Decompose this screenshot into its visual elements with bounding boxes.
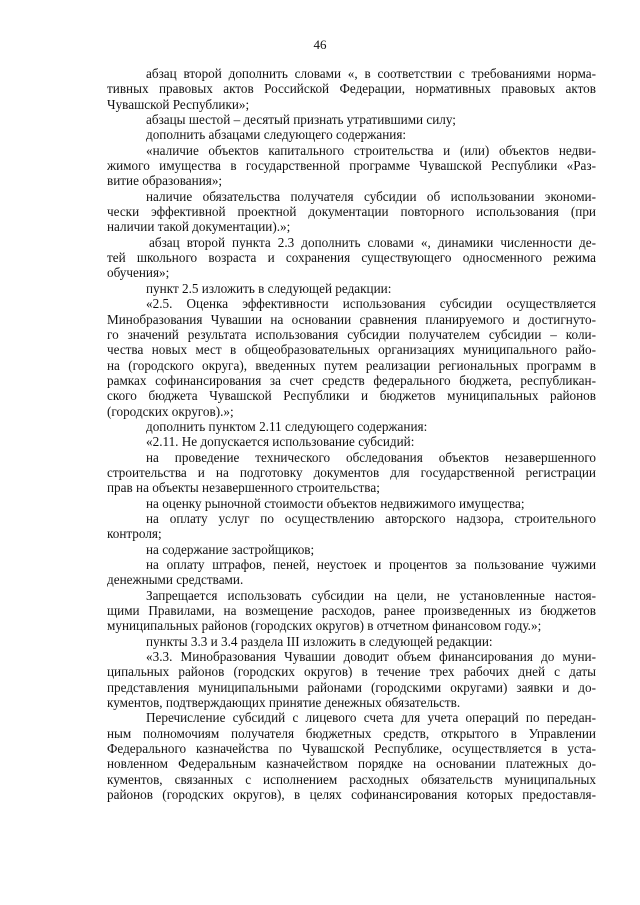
text-line: «2.11. Не допускается использование субсидий: [146, 434, 415, 450]
text-line: на (городского округа), введенных путем реализации региональных программ в [107, 357, 596, 373]
text-line: пункт 2.5 изложить в следующей редакции: [146, 280, 392, 296]
text-line: контроля; [107, 526, 162, 542]
text-line: дополнить пунктом 2.11 следующего содержания: [146, 418, 428, 434]
text-line: наличие обязательства получателя субсидии об использовании экономи- [146, 188, 596, 204]
text-line: го значений результата использования субсидии получателем субсидии – коли- [107, 326, 596, 342]
text-line: «2.5. Оценка эффективности использования субсидии осуществляется [146, 296, 596, 312]
text-line: обучения»; [107, 265, 170, 281]
text-line: чески эффективной проектной документации повторного использования (при [107, 204, 596, 220]
text-line: на проведение технического обследования объектов незавершенного [146, 449, 596, 465]
text-line: ципальных районов (городских округов) в течение трех рабочих дней с даты [107, 664, 596, 680]
text-line: жимого имущества в государственной программе Чувашской Республики «Раз- [107, 158, 596, 174]
text-line: кументов, связанных с исполнением расходных обязательств муниципальных [107, 771, 596, 787]
text-line: на оплату штрафов, пеней, неустоек и процентов за пользование чужими [146, 557, 596, 572]
document-body [107, 66, 596, 803]
text-line: абзац второй дополнить словами «, в соответствии с требованиями норма- [146, 66, 596, 81]
text-line: на оплату услуг по осуществлению авторского надзора, строительного [146, 510, 596, 526]
text-line: денежными средствами. [107, 572, 244, 588]
text-line: (городских округов).»; [107, 403, 234, 419]
text-line: наличии такой документации).»; [107, 219, 291, 235]
text-line: муниципальных районов (городских округов) в отчетном финансовом году.»; [107, 618, 542, 634]
text-line: Запрещается использовать субсидии на цели, не установленные настоя- [146, 587, 596, 603]
text-line: ского бюджета Чувашской Республики и бюджетов муниципальных районов [107, 388, 596, 404]
text-line: абзацы шестой – десятый признать утратившими силу; [146, 112, 456, 128]
text-line: дополнить абзацами следующего содержания: [146, 127, 407, 143]
text-line: Минобразования Чувашии на основании сравнения планируемого и достигнуто- [107, 311, 596, 327]
text-line: щими Правилами, на возмещение расходов, ранее произведенных из бюджетов [107, 603, 596, 619]
text-line: тей школьного возраста и сохранения существующего односменного режима [107, 250, 596, 266]
text-line: прав на объекты незавершенного строительства; [107, 480, 380, 496]
text-line: Чувашской Республики»; [107, 96, 250, 112]
text-line: новленном Федеральным казначейством порядке на основании платежных до- [107, 756, 596, 772]
text-line: чества новых мест в общеобразовательных организациях муниципального райо- [107, 342, 596, 358]
text-line: витие образования»; [107, 173, 223, 189]
text-line: Перечисление субсидий с лицевого счета для учета операций по передан- [146, 710, 596, 726]
text-line: Федерального казначейства по Чувашской Республике, осуществляется в уста- [107, 741, 596, 757]
text-line: пункты 3.3 и 3.4 раздела III изложить в следующей редакции: [146, 633, 493, 649]
page-number: 46 [313, 37, 327, 52]
text-line: районов (городских округов), в целях софинансирования которых предоставля- [107, 787, 596, 803]
text-line: тивных правовых актов Российской Федерации, нормативных правовых актов [107, 81, 596, 97]
text-line: «3.3. Минобразования Чувашии доводит объем финансирования до муни- [146, 649, 596, 665]
text-line: кументов, подтверждающих принятие денежных обязательств. [107, 695, 461, 711]
text-line: строительства и на подготовку документов для государственной регистрации [107, 464, 596, 480]
text-line: на содержание застройщиков; [146, 541, 315, 557]
text-line: рамках софинансирования за счет средств федерального бюджета, республикан- [107, 372, 596, 388]
text-line: на оценку рыночной стоимости объектов недвижимого имущества; [146, 495, 525, 511]
text-line: представления муниципальными районами (городскими округами) заявки и до- [107, 679, 596, 695]
text-line: «наличие объектов капитального строительства и (или) объектов недви- [146, 142, 596, 158]
text-line: ным полномочиям получателя бюджетных средств, открытого в Управлении [107, 725, 596, 741]
text-line: абзац второй пункта 2.3 дополнить словами «, динамики численности де- [149, 234, 596, 250]
